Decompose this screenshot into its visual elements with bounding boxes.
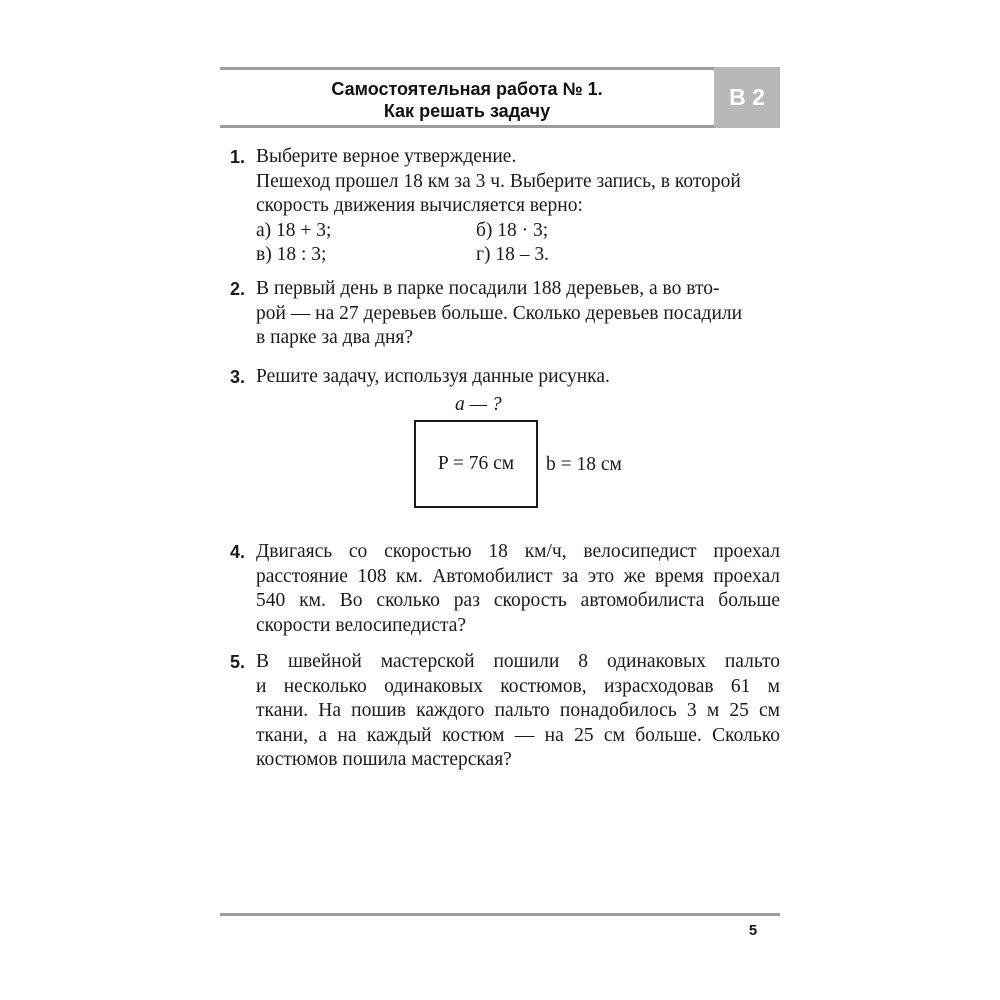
task-line: расстояние 108 км. Автомобилист за это же время проехал	[256, 565, 780, 587]
title-line-2: Как решать задачу	[383, 101, 551, 121]
task-line: Двигаясь со скоростью 18 км/ч, велосипедист проехал	[256, 541, 780, 562]
header-bar	[220, 67, 780, 128]
task-number: 4.	[230, 542, 246, 562]
task-number: 1.	[230, 147, 246, 167]
task-text	[256, 650, 780, 773]
task-text	[256, 145, 780, 268]
figure-side-label: b = 18 см	[546, 454, 622, 475]
answer-option-a: а) 18 + 3;	[256, 219, 332, 241]
task-line: Решите задачу, используя данные рисунка.	[256, 366, 610, 387]
task-line: 540 км. Во сколько раз скорость автомобилиста больше	[256, 590, 780, 611]
task-line: рой — на 27 деревьев больше. Сколько деревьев посадили	[256, 302, 743, 324]
task-line: ткани. На пошив каждого пальто понадобилось 3 м 25 см	[256, 700, 780, 721]
task-line: В первый день в парке посадили 188 деревьев, а во вто-	[256, 278, 720, 299]
task-2	[230, 277, 780, 351]
task-line: Пешеход прошел 18 км за 3 ч. Выберите запись, в которой	[256, 170, 741, 192]
task-line: Выберите верное утверждение.	[256, 146, 517, 167]
page-number: 5	[748, 922, 758, 939]
figure-perimeter-label: P = 76 см	[437, 453, 515, 474]
task-line: в парке за два дня?	[256, 327, 414, 348]
variant-badge: В 2	[714, 67, 780, 128]
answer-options	[256, 219, 780, 268]
answer-option-c: в) 18 : 3;	[256, 244, 327, 265]
footer-rule	[220, 913, 780, 916]
page-title	[220, 78, 714, 122]
task-line: и несколько одинаковых костюмов, израсходовав 61 м	[256, 675, 780, 697]
task-5	[230, 650, 780, 773]
rectangle-figure	[414, 420, 538, 508]
figure-top-label: a — ?	[455, 394, 502, 415]
task-4	[230, 540, 780, 638]
task-line: ткани, а на каждый костюм — на 25 см больше. Сколько	[256, 724, 780, 746]
task-number: 2.	[230, 279, 246, 299]
task-text	[256, 277, 780, 351]
task-text	[256, 365, 780, 390]
task-line: скорости велосипедиста?	[256, 614, 467, 636]
task-line: скорость движения вычисляется верно:	[256, 195, 583, 216]
task-line: В швейной мастерской пошили 8 одинаковых пальто	[256, 651, 780, 672]
task-3	[230, 365, 780, 390]
task-text	[256, 540, 780, 638]
answer-option-b: б) 18 · 3;	[476, 219, 549, 241]
title-line-1: Самостоятельная работа № 1.	[331, 79, 603, 99]
task-line: костюмов пошила мастерская?	[256, 749, 512, 770]
task-number: 5.	[230, 652, 246, 672]
task-number: 3.	[230, 367, 246, 387]
task-1	[230, 145, 780, 268]
answer-option-d: г) 18 – 3.	[476, 244, 549, 265]
